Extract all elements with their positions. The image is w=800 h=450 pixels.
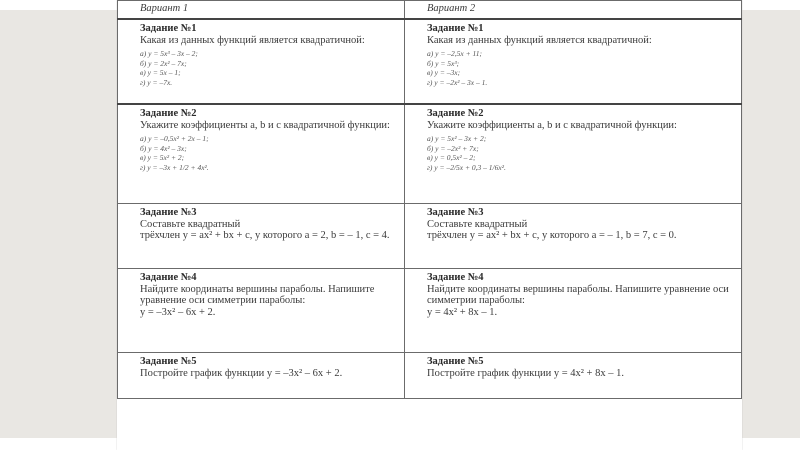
task-cell (118, 269, 405, 353)
answer-option: в) y = 0,5x² – 2; (427, 153, 476, 162)
table-header-row (118, 1, 742, 20)
task-title: Задание №5 (427, 356, 484, 367)
task-cell (405, 353, 742, 399)
task-title: Задание №4 (427, 272, 484, 283)
task-text: Какая из данных функций является квадратичной: (427, 34, 652, 46)
answer-option: б) y = 5x³; (427, 58, 460, 68)
task-cell (405, 104, 742, 204)
answer-option: в) y = 5x² + 2; (140, 153, 185, 162)
answer-option: в) y = 5x – 1; (140, 68, 181, 77)
task-title: Задание №2 (140, 108, 197, 119)
task-text: Составьте квадратный (140, 218, 241, 230)
task-formula: трёхчлен y = ax² + bx + c, у которого a = – 1, b = 7, c = 0. (427, 230, 677, 241)
task-formula: y = 4x² + 8x – 1. (427, 306, 498, 318)
task-cell (405, 204, 742, 269)
answer-options (427, 49, 735, 87)
answer-option: б) y = 2x² – 7x; (140, 58, 187, 68)
answer-option: а) y = 5x² – 3x + 2; (427, 134, 487, 143)
task-text: Укажите коэффициенты a, b и c квадратичной функции: (427, 119, 677, 131)
answer-options (140, 49, 398, 87)
column-header-variant-2: Вариант 2 (405, 1, 742, 20)
task-cell (118, 353, 405, 399)
task-title: Задание №1 (427, 23, 484, 34)
table-row (118, 353, 742, 399)
answer-option: а) y = –2,5x + 11; (427, 49, 482, 58)
answer-option: а) y = 5x³ – 3x – 2; (140, 49, 198, 58)
answer-option: в) y = –3x; (427, 68, 461, 77)
answer-option: г) y = –3x + 1/2 + 4x². (140, 162, 209, 172)
task-formula: y = –3x² – 6x + 2. (140, 306, 216, 318)
task-title: Задание №2 (427, 108, 484, 119)
task-title: Задание №5 (140, 356, 197, 367)
table-row (118, 204, 742, 269)
task-title: Задание №3 (427, 207, 484, 218)
answer-options (140, 134, 398, 172)
task-formula: трёхчлен y = ax² + bx + c, у которого a = 2, b = – 1, c = 4. (140, 230, 390, 241)
table-row (118, 19, 742, 104)
table-row (118, 269, 742, 353)
answer-option: г) y = –7x. (140, 77, 173, 87)
table-row (118, 104, 742, 204)
task-text: Найдите координаты вершины параболы. Напишите уравнение оси симметрии параболы: (140, 283, 375, 306)
column-header-variant-1: Вариант 1 (118, 1, 405, 20)
worksheet-page (117, 0, 742, 450)
answer-option: б) y = 4x² – 3x; (140, 143, 187, 153)
task-title: Задание №3 (140, 207, 197, 218)
task-cell (118, 104, 405, 204)
task-cell (118, 204, 405, 269)
answer-option: б) y = –2x² + 7x; (427, 143, 479, 153)
answer-option: г) y = –2/5x + 0,3 – 1/6x². (427, 162, 506, 172)
task-text: Постройте график функции y = 4x² + 8x – 1. (427, 367, 624, 379)
task-text: Какая из данных функций является квадратичной: (140, 34, 365, 46)
task-title: Задание №1 (140, 23, 197, 34)
variants-table (117, 0, 742, 399)
answer-option: г) y = –2x² – 3x – 1. (427, 77, 488, 87)
answer-options (427, 134, 735, 172)
task-text: Найдите координаты вершины параболы. Напишите уравнение оси симметрии параболы: (427, 283, 729, 306)
task-cell (118, 19, 405, 104)
task-cell (405, 19, 742, 104)
answer-option: а) y = –0,5x² + 2x – 1; (140, 134, 209, 143)
task-cell (405, 269, 742, 353)
task-text: Постройте график функции y = –3x² – 6x + 2. (140, 367, 343, 379)
task-text: Укажите коэффициенты a, b и c квадратичной функции: (140, 119, 390, 131)
task-text: Составьте квадратный (427, 218, 528, 230)
task-title: Задание №4 (140, 272, 197, 283)
